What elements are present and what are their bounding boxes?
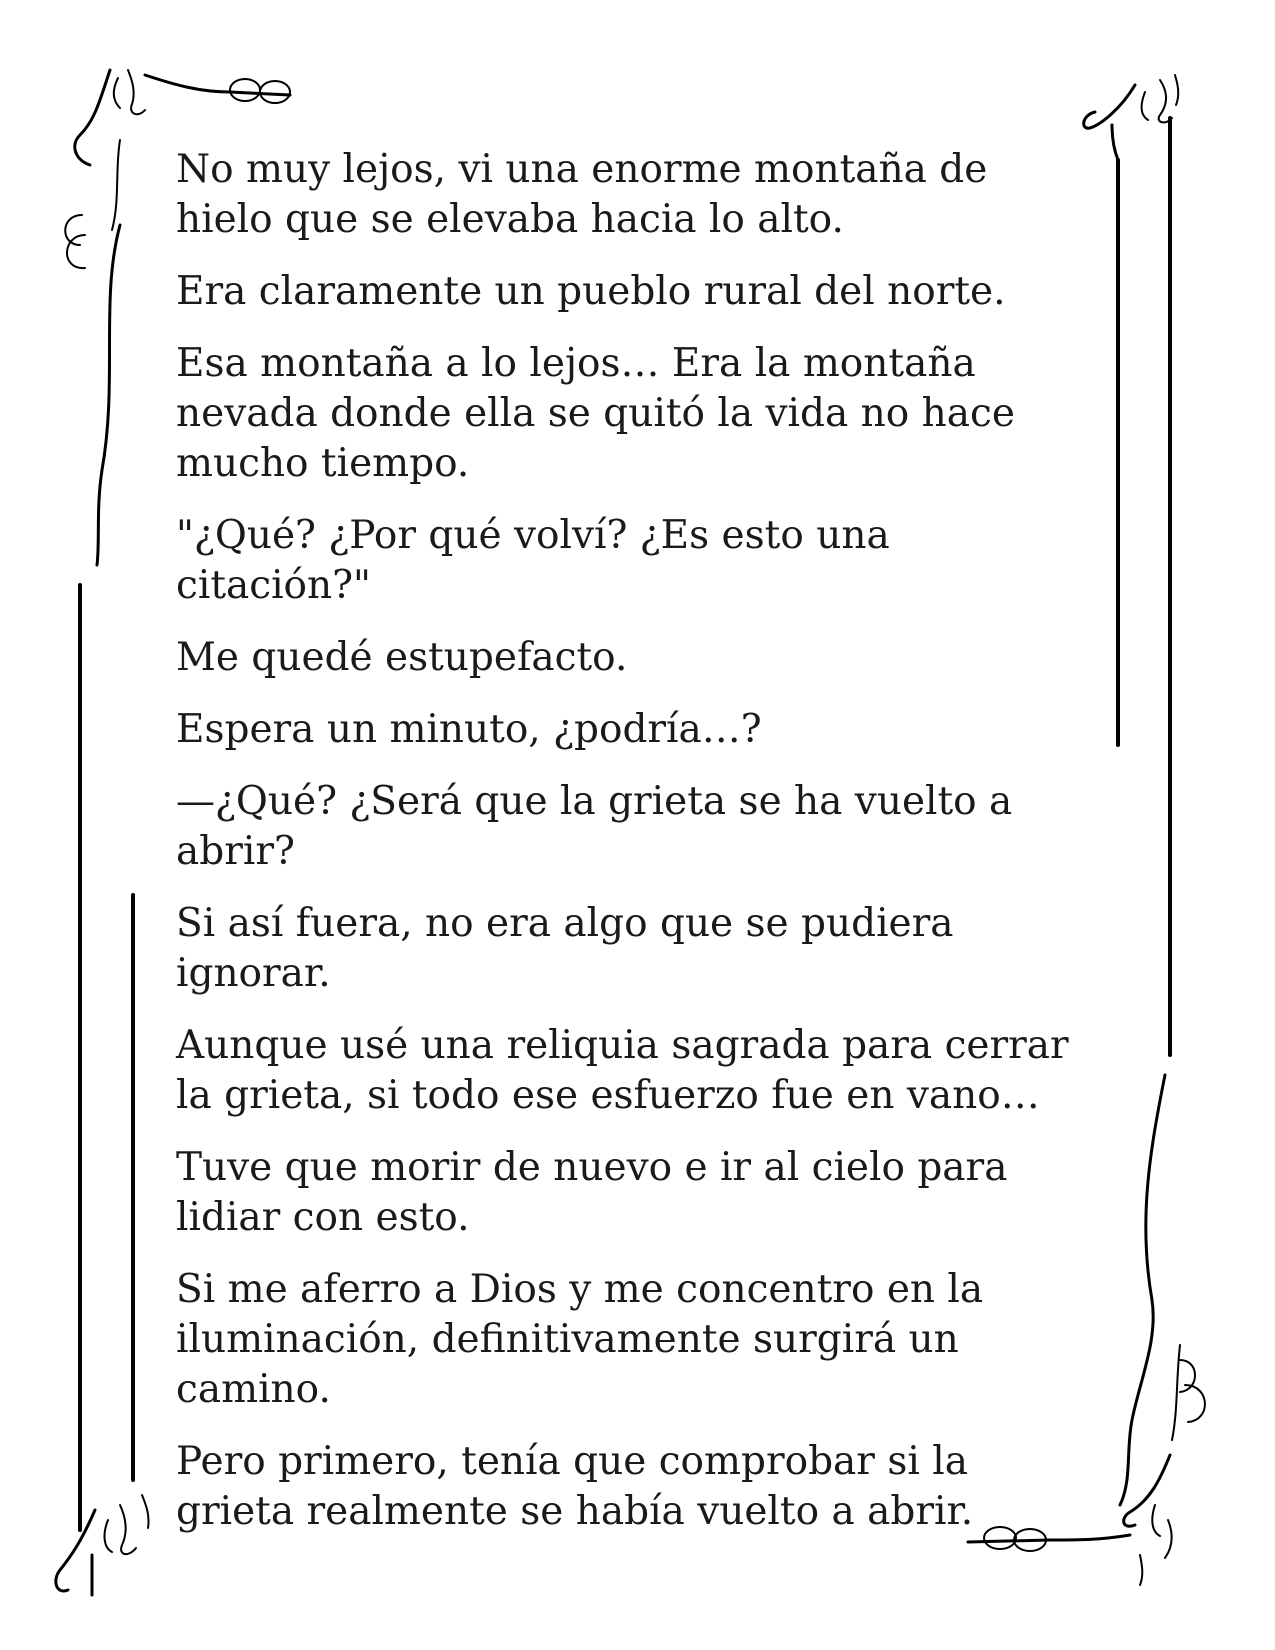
paragraph: —¿Qué? ¿Será que la grieta se ha vuelto a abrir? [176, 779, 1013, 874]
paragraph: Esa montaña a lo lejos… Era la montaña nevada donde ella se quitó la vida no hace mucho tiempo. [176, 341, 1015, 486]
paragraph: No muy lejos, vi una enorme montaña de hielo que se elevaba hacia lo alto. [176, 147, 988, 242]
flourish-bottom-left-icon [56, 1495, 149, 1595]
flourish-top-right-icon [1084, 75, 1179, 160]
paragraph: Pero primero, tenía que comprobar si la grieta realmente se había vuelto a abrir. [176, 1439, 974, 1534]
paragraph: Tuve que morir de nuevo e ir al cielo para lidiar con esto. [176, 1145, 1008, 1240]
paragraph: "¿Qué? ¿Por qué volví? ¿Es esto una citación?" [176, 513, 890, 608]
paragraph: Espera un minuto, ¿podría…? [176, 707, 762, 752]
paragraph: Me quedé estupefacto. [176, 635, 628, 680]
paragraph: Si así fuera, no era algo que se pudiera ignorar. [176, 901, 954, 996]
paragraph: Aunque usé una reliquia sagrada para cerrar la grieta, si todo ese esfuerzo fue en vano… [176, 1023, 1069, 1118]
story-text [176, 145, 1096, 1559]
paragraph: Si me aferro a Dios y me concentro en la iluminación, definitivamente surgirá un camino. [176, 1267, 984, 1412]
paragraph: Era claramente un pueblo rural del norte. [176, 269, 1006, 314]
